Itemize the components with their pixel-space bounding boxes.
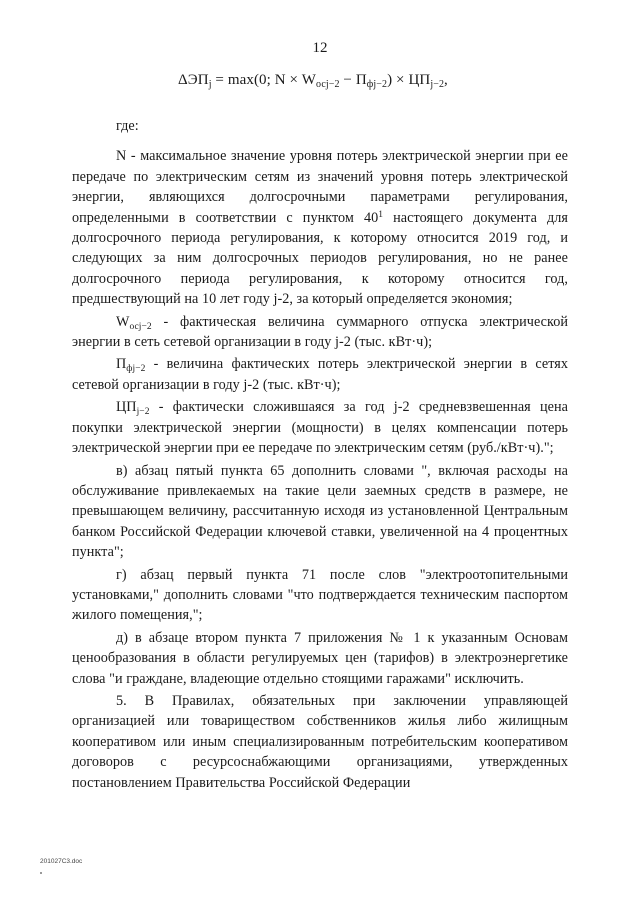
formula-w-subscript: осj−2 [315,79,340,90]
document-body [72,116,568,793]
definition-p [72,354,568,395]
formula-lhs: ΔЭП [178,72,209,88]
formula [178,72,578,90]
definition-c-subscript: j−2 [136,407,150,418]
definition-c [72,397,568,458]
formula-c-subscript: j−2 [430,79,445,90]
footer-filename: 201027C3.doc [40,858,83,865]
scan-mark [40,872,42,874]
definition-n-text: N - максимальное значение уровня потерь электрической энергии при ее передаче по электрическим сетям из значений уровня потерь электрической энергии, являющихся долгосрочными параметрами регулирования, определенными в соответствии с пунктом 40 [72,148,568,226]
section-5: 5. В Правилах, обязательных при заключении управляющей организацией или товариществом собственников жилья либо жилищным кооперативом или иным специализированным потребительским кооперативом договоров с ресурсоснабжающими организациями, утвержденных постановлением Правительства Российской Федерации [72,692,568,791]
formula-lhs-subscript: j [208,79,212,90]
definition-p-subscript: фj−2 [126,364,146,375]
where-label: где: [116,118,139,134]
amendment-v: в) абзац пятый пункта 65 дополнить словами ", включая расходы на обслуживание привлекаемых на такие цели заемных средств в размере, не превышающем величину, рассчитанную исходя из установленной Центральным банком Российской Федерации ключевой ставки, увеличенной на 4 процентных пункта"; [72,462,568,561]
definition-n-text-cont: настоящего документа для долгосрочного периода регулирования, к которому относится 2019 год, и следующих за ним долгосрочных периодов регулирования, но не ранее долгосрочного периода регулирования, к которому относится год, предшествующий на 10 лет году j-2, за который определяется экономия; [72,209,568,308]
definition-c-text: - фактически сложившаяся за год j-2 средневзвешенная цена покупки электрической энергии (мощности) в целях компенсации потерь электрической энергии при ее передаче по электрическим сетям (руб./кВт·ч)."; [72,399,568,457]
amendment-d: д) в абзаце втором пункта 7 приложения № 1 к указанным Основам ценообразования в области регулируемых цен (тарифов) в электроэнергетике слова "и граждане, владеющие отдельно стоящими гаражами" исключить. [72,629,568,687]
definition-p-symbol: П [116,356,127,373]
footnote-superscript: 1 [378,209,384,220]
formula-minus: − П [339,72,367,88]
formula-times: ) × ЦП [387,72,431,88]
definition-p-text: - величина фактических потерь электрической энергии в сетях сетевой организации в году j-2 (тыс. кВт·ч); [72,356,568,393]
definition-w-symbol: W [116,313,130,330]
definition-c-symbol: ЦП [116,399,137,416]
formula-eq: = max(0; N × W [211,72,316,88]
definition-w-text: - фактическая величина суммарного отпуска электрической энергии в сеть сетевой организации в году j-2 (тыс. кВт·ч); [72,313,568,351]
page-number: 12 [312,40,328,56]
amendment-g: г) абзац первый пункта 71 после слов "электроотопительными установками," дополнить словами "что подтверждается техническим паспортом жилого помещения,"; [72,566,568,624]
definition-w [72,312,568,353]
formula-p-subscript: фj−2 [366,79,388,90]
definition-w-subscript: осj−2 [129,321,152,332]
formula-end: , [444,72,448,88]
definition-n [72,146,568,309]
